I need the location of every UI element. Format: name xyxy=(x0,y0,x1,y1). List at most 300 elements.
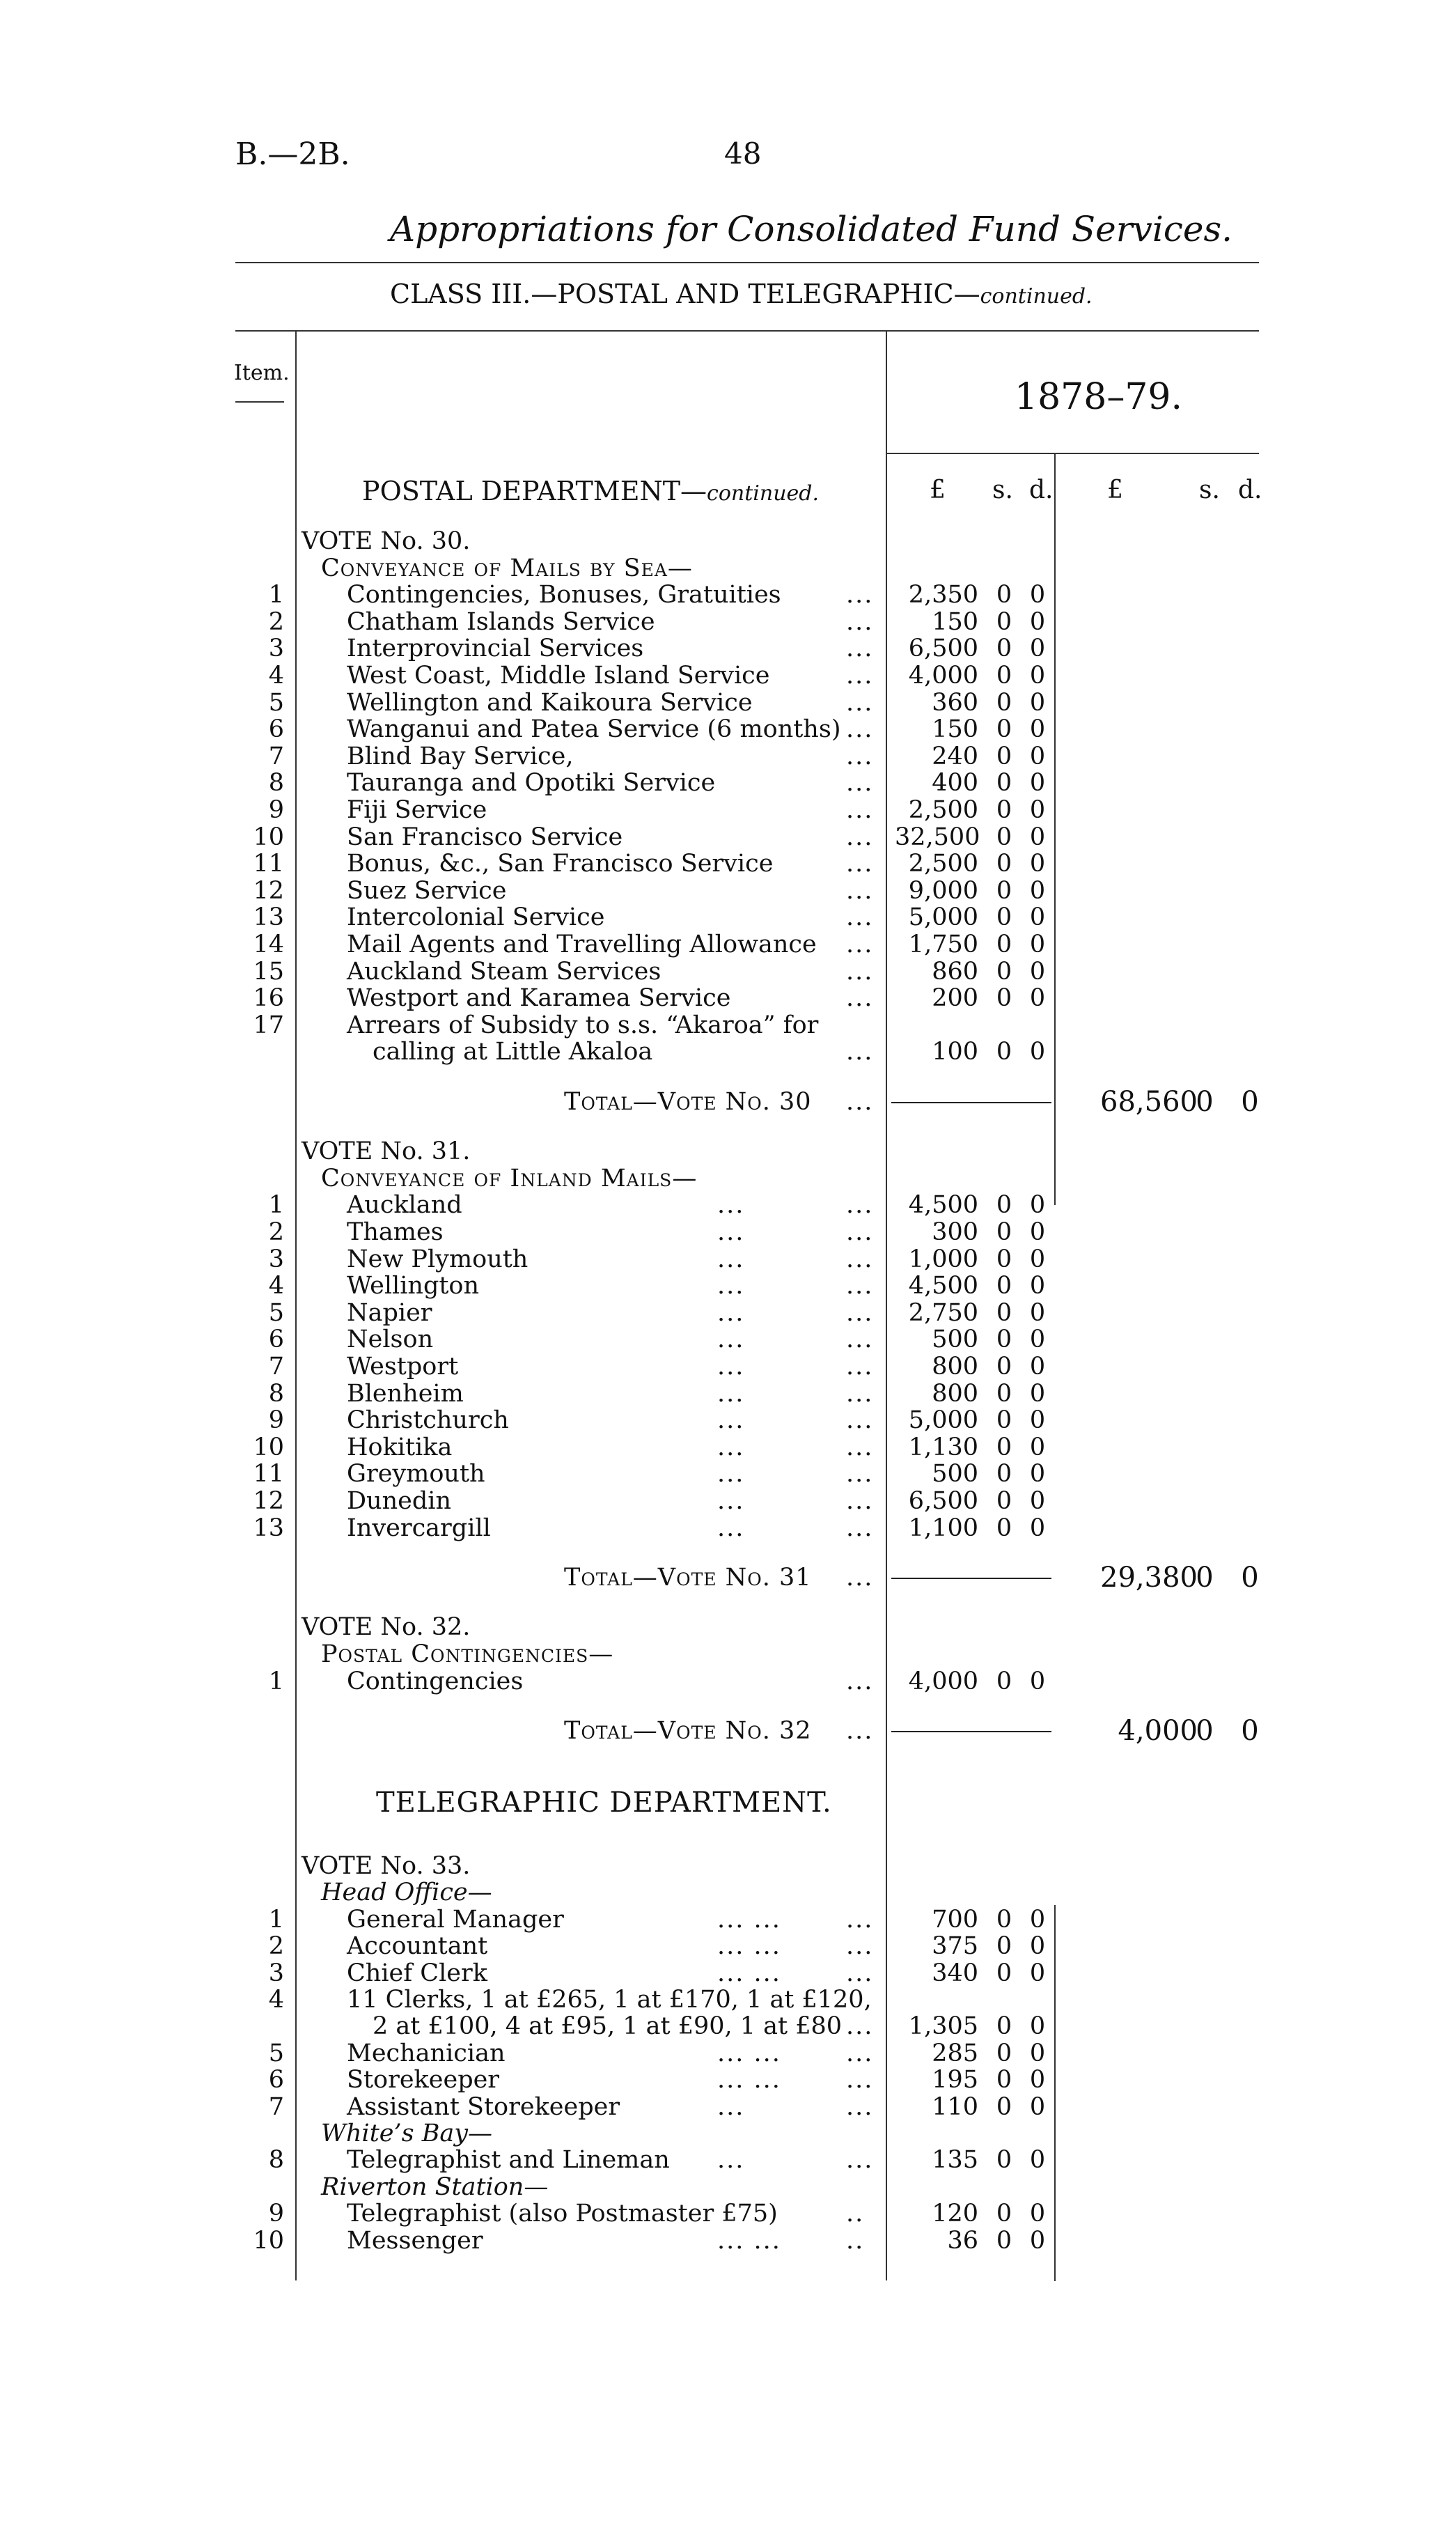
office-title: Head Office— xyxy=(321,1879,492,1907)
leader-dots: ... xyxy=(717,2092,745,2121)
leader-dots: ... xyxy=(717,1191,745,1220)
leader-dots: ... xyxy=(717,1218,745,1247)
table-row xyxy=(0,985,1456,1011)
amount-shillings: 0 xyxy=(996,1272,1012,1300)
item-description: San Francisco Service xyxy=(347,823,623,851)
office-heading xyxy=(0,1879,1456,1906)
amount-pounds: 150 xyxy=(932,607,978,636)
leader-dots: ... xyxy=(846,957,874,986)
item-description: Messenger xyxy=(347,2226,483,2255)
amount-pounds: 800 xyxy=(932,1353,978,1381)
amount-pounds: 500 xyxy=(932,1326,978,1354)
item-description: Tauranga and Opotiki Service xyxy=(347,769,716,798)
item-number: 3 xyxy=(268,1959,284,1987)
table-row xyxy=(0,635,1456,662)
table-row xyxy=(0,770,1456,796)
amount-pence: 0 xyxy=(1029,581,1046,609)
item-number: 4 xyxy=(268,662,284,690)
table-row xyxy=(0,743,1456,770)
amount-shillings: 0 xyxy=(996,1353,1012,1381)
item-description: Auckland Steam Services xyxy=(347,957,662,986)
amount-shillings: 0 xyxy=(996,769,1012,798)
leader-dots: ... xyxy=(846,1433,874,1461)
leader-dots: ... xyxy=(717,1353,745,1381)
leader-dots: ... xyxy=(717,1298,745,1327)
section-heading xyxy=(0,1165,1456,1192)
table-row xyxy=(0,2013,1456,2039)
leader-dots: ... xyxy=(846,984,874,1013)
total-pence: 0 xyxy=(1241,1085,1259,1118)
leader-dots: ... xyxy=(846,2039,874,2067)
item-number: 12 xyxy=(253,876,284,905)
office-title: White’s Bay— xyxy=(321,2120,493,2147)
table-row xyxy=(0,1515,1456,1541)
amount-pounds: 4,000 xyxy=(908,1667,978,1695)
amount-shillings: 0 xyxy=(996,1460,1012,1488)
item-number: 9 xyxy=(268,796,284,824)
leader-dots: ... xyxy=(717,1433,745,1461)
amount-pence: 0 xyxy=(1029,1959,1046,1987)
leader-dots: ... xyxy=(846,1406,874,1435)
amount-pounds: 500 xyxy=(932,1460,978,1488)
item-description: Blenheim xyxy=(347,1379,464,1408)
department-heading-telegraphic: TELEGRAPHIC DEPARTMENT. xyxy=(376,1787,832,1819)
leader-dots: ... ... xyxy=(717,1932,781,1961)
item-number: 14 xyxy=(253,931,284,958)
amount-shillings: 0 xyxy=(996,823,1012,851)
table-row xyxy=(0,1906,1456,1933)
table-row xyxy=(0,1434,1456,1461)
leader-dots: ... ... xyxy=(717,2226,781,2255)
amount-shillings: 0 xyxy=(996,607,1012,636)
table-row xyxy=(0,2094,1456,2120)
table-row xyxy=(0,1273,1456,1299)
leader-dots: ... xyxy=(846,662,874,690)
leader-dots: ... xyxy=(717,1514,745,1542)
vote-title: VOTE No. 32. xyxy=(302,1613,471,1642)
amount-pence: 0 xyxy=(1029,1487,1046,1516)
table-row xyxy=(0,1012,1456,1039)
leader-dots: .. xyxy=(846,2226,865,2255)
amount-pence: 0 xyxy=(1029,607,1046,636)
table-row xyxy=(0,1461,1456,1487)
leader-dots: ... xyxy=(846,1245,874,1273)
amount-shillings: 0 xyxy=(996,796,1012,824)
table-row xyxy=(0,1933,1456,1959)
leader-dots: ... xyxy=(846,1932,874,1961)
amount-pence: 0 xyxy=(1029,1433,1046,1461)
amount-pounds: 360 xyxy=(932,688,978,717)
amount-pounds: 1,000 xyxy=(908,1245,978,1273)
item-number: 6 xyxy=(268,2066,284,2094)
section-heading xyxy=(0,555,1456,582)
amount-pence: 0 xyxy=(1029,1191,1046,1220)
table-row xyxy=(0,1246,1456,1273)
item-number: 9 xyxy=(268,2200,284,2228)
leader-dots: ... xyxy=(846,1460,874,1488)
leader-dots: ... xyxy=(846,581,874,609)
leader-dots: ... xyxy=(846,2012,874,2041)
leader-dots: ... xyxy=(717,2146,745,2175)
item-description: Blind Bay Service, xyxy=(347,742,574,770)
amount-pounds: 700 xyxy=(932,1905,978,1934)
item-description: Wanganui and Patea Service (6 months) xyxy=(347,715,841,744)
table-row xyxy=(0,1219,1456,1245)
amount-shillings: 0 xyxy=(996,688,1012,717)
leader-dots: ... xyxy=(846,1379,874,1408)
amount-pounds: 36 xyxy=(947,2226,978,2255)
leader-dots: ... xyxy=(846,850,874,878)
vote-title: VOTE No. 30. xyxy=(302,527,471,555)
section-title: Postal Contingencies— xyxy=(321,1640,614,1669)
table-row xyxy=(0,850,1456,877)
item-description: Mail Agents and Travelling Allowance xyxy=(347,931,817,958)
amount-pounds: 2,750 xyxy=(908,1298,978,1327)
leader-dots: ... xyxy=(717,1272,745,1300)
item-number: 7 xyxy=(268,742,284,770)
amount-shillings: 0 xyxy=(996,1191,1012,1220)
amount-pounds: 4,000 xyxy=(908,662,978,690)
item-number: 5 xyxy=(268,1298,284,1327)
total-label: Total—Vote No. 31 xyxy=(564,1564,812,1592)
item-number: 11 xyxy=(253,1460,284,1488)
amount-shillings: 0 xyxy=(996,1932,1012,1961)
item-number: 2 xyxy=(268,1932,284,1961)
table-row xyxy=(0,904,1456,931)
amount-shillings: 0 xyxy=(996,2039,1012,2067)
amount-shillings: 0 xyxy=(996,2200,1012,2228)
leader-dots: ... ... xyxy=(717,2066,781,2094)
office-heading xyxy=(0,2174,1456,2200)
leader-dots: ... xyxy=(846,823,874,851)
leader-dots: ... ... xyxy=(717,2039,781,2067)
item-header-underline xyxy=(235,401,284,403)
total-pence: 0 xyxy=(1241,1562,1259,1594)
amount-pence: 0 xyxy=(1029,2200,1046,2228)
amount-pence: 0 xyxy=(1029,688,1046,717)
item-description: Fiji Service xyxy=(347,796,487,824)
table-row xyxy=(0,1326,1456,1353)
leader-dots: ... xyxy=(717,1245,745,1273)
amount-pence: 0 xyxy=(1029,1038,1046,1066)
item-description: calling at Little Akaloa xyxy=(373,1038,653,1066)
amount-pounds: 110 xyxy=(932,2092,978,2121)
leader-dots: ... xyxy=(846,769,874,798)
document-reference: B.—2B. xyxy=(235,137,350,172)
total-pounds: 68,560 xyxy=(1100,1085,1198,1118)
item-description: Thames xyxy=(347,1218,444,1247)
amount-pence: 0 xyxy=(1029,796,1046,824)
item-description: Mechanician xyxy=(347,2039,506,2067)
table-row xyxy=(0,1488,1456,1514)
vote-total-row xyxy=(0,1715,1456,1748)
amount-pence: 0 xyxy=(1029,2092,1046,2121)
total-pence-column-header: d. xyxy=(1238,476,1262,504)
table-row xyxy=(0,1300,1456,1326)
table-row xyxy=(0,2200,1456,2227)
item-description: Chief Clerk xyxy=(347,1959,487,1987)
amount-shillings: 0 xyxy=(996,662,1012,690)
item-description: Assistant Storekeeper xyxy=(347,2092,620,2121)
amount-pence: 0 xyxy=(1029,1406,1046,1435)
table-row xyxy=(0,824,1456,850)
table-row xyxy=(0,1192,1456,1218)
amount-shillings: 0 xyxy=(996,2092,1012,2121)
amount-shillings: 0 xyxy=(996,2226,1012,2255)
amount-pounds: 5,000 xyxy=(908,903,978,932)
amount-pence: 0 xyxy=(1029,931,1046,958)
leader-dots: ... xyxy=(846,1667,874,1695)
amount-shillings: 0 xyxy=(996,876,1012,905)
table-row xyxy=(0,609,1456,635)
table-row xyxy=(0,931,1456,958)
amount-pounds: 400 xyxy=(932,769,978,798)
item-number: 15 xyxy=(253,957,284,986)
item-description: Christchurch xyxy=(347,1406,509,1435)
amount-pence: 0 xyxy=(1029,2226,1046,2255)
amount-pounds: 1,130 xyxy=(908,1433,978,1461)
amount-pounds: 2,500 xyxy=(908,850,978,878)
leader-dots: ... xyxy=(846,1353,874,1381)
vote-heading xyxy=(0,1853,1456,1879)
item-description: Contingencies, Bonuses, Gratuities xyxy=(347,581,781,609)
item-number: 9 xyxy=(268,1406,284,1435)
item-number: 8 xyxy=(268,2146,284,2175)
item-number: 8 xyxy=(268,1379,284,1408)
table-row xyxy=(0,958,1456,985)
leader-dots: ... xyxy=(717,1406,745,1435)
item-number: 1 xyxy=(268,1191,284,1220)
vote-heading xyxy=(0,1614,1456,1640)
item-description: West Coast, Middle Island Service xyxy=(347,662,770,690)
amount-shillings: 0 xyxy=(996,581,1012,609)
amount-pence: 0 xyxy=(1029,1326,1046,1354)
amount-shillings: 0 xyxy=(996,1959,1012,1987)
amount-pounds: 4,500 xyxy=(908,1272,978,1300)
leader-dots: ... xyxy=(846,876,874,905)
item-description: Telegraphist and Lineman xyxy=(347,2146,670,2175)
section-title: Conveyance of Mails by Sea— xyxy=(321,554,693,582)
leader-dots: ... xyxy=(846,635,874,663)
item-description: 2 at £100, 4 at £95, 1 at £90, 1 at £80 xyxy=(373,2012,843,2041)
amount-shillings: 0 xyxy=(996,984,1012,1013)
amount-shillings: 0 xyxy=(996,1514,1012,1542)
amount-pence: 0 xyxy=(1029,1379,1046,1408)
total-pounds-column-header: £ xyxy=(1107,476,1123,504)
amount-pence: 0 xyxy=(1029,850,1046,878)
total-label: Total—Vote No. 32 xyxy=(564,1717,812,1746)
table-row xyxy=(0,2067,1456,2093)
total-pence: 0 xyxy=(1241,1715,1259,1748)
amount-pounds: 9,000 xyxy=(908,876,978,905)
total-shillings: 0 xyxy=(1196,1085,1214,1118)
amount-shillings: 0 xyxy=(996,1905,1012,1934)
item-description: Dunedin xyxy=(347,1487,451,1516)
item-number: 17 xyxy=(253,1011,284,1039)
amount-pounds: 6,500 xyxy=(908,635,978,663)
amount-pence: 0 xyxy=(1029,2012,1046,2041)
table-row xyxy=(0,1987,1456,2013)
leader-dots: ... xyxy=(846,796,874,824)
table-row xyxy=(0,582,1456,608)
amount-pence: 0 xyxy=(1029,769,1046,798)
amount-pounds: 135 xyxy=(932,2146,978,2175)
amount-pounds: 200 xyxy=(932,984,978,1013)
leader-dots: ... xyxy=(846,931,874,958)
table-row xyxy=(0,662,1456,689)
amount-shillings: 0 xyxy=(996,1487,1012,1516)
item-description: Wellington xyxy=(347,1272,480,1300)
amount-pence: 0 xyxy=(1029,742,1046,770)
table-row xyxy=(0,1407,1456,1433)
amount-pence: 0 xyxy=(1029,1932,1046,1961)
item-number: 10 xyxy=(253,2226,284,2255)
vote-total-row xyxy=(0,1085,1456,1118)
leader-dots: ... xyxy=(717,1379,745,1408)
leader-dots: ... xyxy=(846,1487,874,1516)
leader-dots: ... xyxy=(846,1272,874,1300)
item-number: 1 xyxy=(268,1905,284,1934)
table-top-rule xyxy=(235,330,1259,332)
total-shillings: 0 xyxy=(1196,1562,1214,1594)
office-heading xyxy=(0,2120,1456,2147)
item-description: Hokitika xyxy=(347,1433,453,1461)
item-description: New Plymouth xyxy=(347,1245,529,1273)
item-description: General Manager xyxy=(347,1905,564,1934)
item-description: Storekeeper xyxy=(347,2066,500,2094)
pounds-column-header: £ xyxy=(930,476,946,504)
fiscal-year-header: 1878–79. xyxy=(1015,376,1183,418)
amount-shillings: 0 xyxy=(996,931,1012,958)
section-heading xyxy=(0,1641,1456,1668)
table-row xyxy=(0,1381,1456,1407)
amount-pence: 0 xyxy=(1029,823,1046,851)
amount-shillings: 0 xyxy=(996,715,1012,744)
amount-pounds: 4,500 xyxy=(908,1191,978,1220)
item-column-header: Item. xyxy=(234,361,290,385)
table-row xyxy=(0,2040,1456,2067)
leader-dots: ... xyxy=(717,1460,745,1488)
amount-shillings: 0 xyxy=(996,903,1012,932)
page-title: Appropriations for Consolidated Fund Services. xyxy=(390,209,1233,249)
leader-dots: ... xyxy=(846,1905,874,1934)
department-heading-postal: POSTAL DEPARTMENT—continued. xyxy=(362,476,820,506)
item-number: 3 xyxy=(268,635,284,663)
amount-pence: 0 xyxy=(1029,1514,1046,1542)
amount-pence: 0 xyxy=(1029,1298,1046,1327)
item-number: 5 xyxy=(268,2039,284,2067)
item-description: Napier xyxy=(347,1298,432,1327)
amount-pounds: 32,500 xyxy=(895,823,980,851)
amount-shillings: 0 xyxy=(996,1433,1012,1461)
item-description: Suez Service xyxy=(347,876,507,905)
leader-dots: ... xyxy=(846,742,874,770)
office-title: Riverton Station— xyxy=(321,2172,549,2201)
amount-pounds: 300 xyxy=(932,1218,978,1247)
amount-shillings: 0 xyxy=(996,957,1012,986)
item-description: Interprovincial Services xyxy=(347,635,644,663)
item-description: Westport and Karamea Service xyxy=(347,984,731,1013)
item-number: 11 xyxy=(253,850,284,878)
item-description: Westport xyxy=(347,1353,459,1381)
amount-shillings: 0 xyxy=(996,2066,1012,2094)
item-number: 16 xyxy=(253,984,284,1013)
table-row xyxy=(0,797,1456,823)
amount-pounds: 100 xyxy=(932,1038,978,1066)
amount-pounds: 240 xyxy=(932,742,978,770)
amount-shillings: 0 xyxy=(996,1667,1012,1695)
amount-shillings: 0 xyxy=(996,635,1012,663)
amount-pence: 0 xyxy=(1029,1667,1046,1695)
item-number: 8 xyxy=(268,769,284,798)
total-pounds: 29,380 xyxy=(1100,1562,1198,1594)
item-number: 7 xyxy=(268,1353,284,1381)
table-row xyxy=(0,1353,1456,1380)
title-rule xyxy=(235,262,1259,263)
amount-pence: 0 xyxy=(1029,957,1046,986)
amount-pounds: 2,350 xyxy=(908,581,978,609)
leader-dots: ... xyxy=(846,1326,874,1354)
amount-pounds: 375 xyxy=(932,1932,978,1961)
amount-shillings: 0 xyxy=(996,1406,1012,1435)
leader-dots: ... xyxy=(846,2066,874,2094)
item-number: 5 xyxy=(268,688,284,717)
pence-column-header: d. xyxy=(1029,476,1054,504)
amount-pounds: 1,305 xyxy=(908,2012,978,2041)
leader-dots: ... xyxy=(846,1087,874,1116)
leader-dots: ... xyxy=(846,1298,874,1327)
total-rule xyxy=(891,1731,1051,1732)
table-row xyxy=(0,878,1456,904)
item-number: 3 xyxy=(268,1245,284,1273)
amount-shillings: 0 xyxy=(996,2012,1012,2041)
leader-dots: ... xyxy=(846,1959,874,1987)
amount-shillings: 0 xyxy=(996,2146,1012,2175)
item-description: Chatham Islands Service xyxy=(347,607,655,636)
amount-pounds: 195 xyxy=(932,2066,978,2094)
amount-pence: 0 xyxy=(1029,876,1046,905)
item-number: 2 xyxy=(268,607,284,636)
leader-dots: ... xyxy=(846,1564,874,1592)
section-title: Conveyance of Inland Mails— xyxy=(321,1164,698,1192)
vote-heading xyxy=(0,528,1456,554)
leader-dots: ... xyxy=(846,607,874,636)
item-description: Arrears of Subsidy to s.s. “Akaroa” for xyxy=(347,1011,819,1039)
total-rule xyxy=(891,1102,1051,1103)
amount-pounds: 800 xyxy=(932,1379,978,1408)
amount-pounds: 285 xyxy=(932,2039,978,2067)
leader-dots: ... xyxy=(846,1218,874,1247)
amount-shillings: 0 xyxy=(996,1298,1012,1327)
amount-shillings: 0 xyxy=(996,1245,1012,1273)
amount-shillings: 0 xyxy=(996,1038,1012,1066)
amount-shillings: 0 xyxy=(996,742,1012,770)
item-number: 4 xyxy=(268,1986,284,2014)
amount-pounds: 120 xyxy=(932,2200,978,2228)
item-number: 13 xyxy=(253,903,284,932)
item-description: Wellington and Kaikoura Service xyxy=(347,688,753,717)
amount-pounds: 1,750 xyxy=(908,931,978,958)
leader-dots: ... xyxy=(846,1038,874,1066)
item-number: 2 xyxy=(268,1218,284,1247)
class-heading: CLASS III.—POSTAL AND TELEGRAPHIC—continued. xyxy=(390,279,1093,309)
item-description: Auckland xyxy=(347,1191,462,1220)
amount-shillings: 0 xyxy=(996,850,1012,878)
item-description: Intercolonial Service xyxy=(347,903,605,932)
total-label: Total—Vote No. 30 xyxy=(564,1087,812,1116)
item-number: 6 xyxy=(268,715,284,744)
table-row xyxy=(0,2228,1456,2254)
